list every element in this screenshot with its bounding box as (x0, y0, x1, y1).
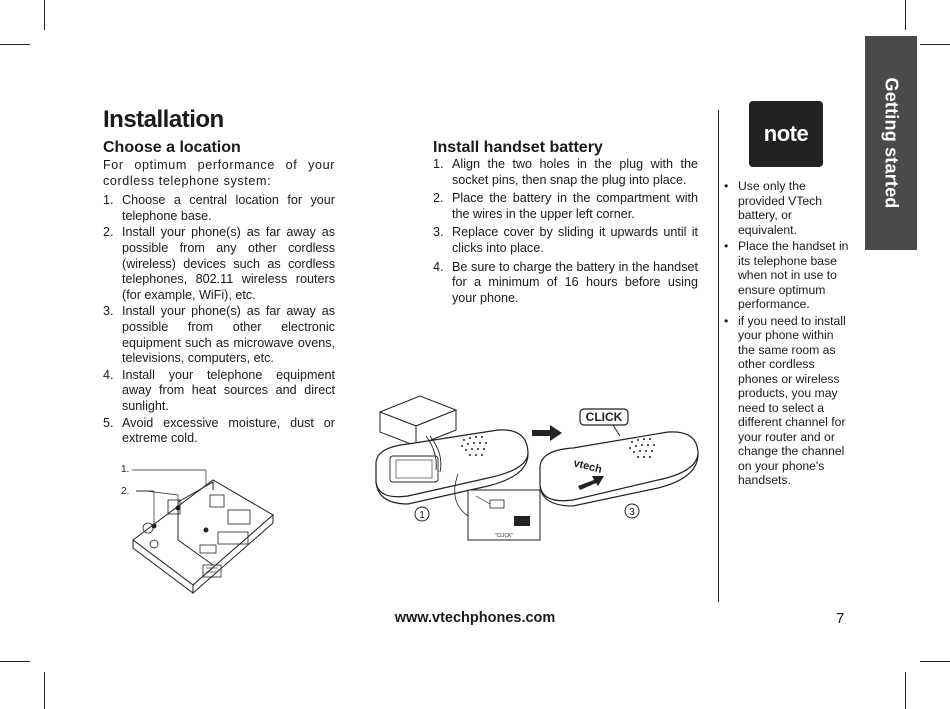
install-battery-heading: Install handset battery (433, 139, 603, 156)
install-battery-list (433, 157, 698, 306)
step-marker: 3 (629, 507, 635, 518)
list-item: 1. Choose a central location for your telephone base. (103, 193, 335, 223)
crop-mark (44, 672, 45, 709)
click-label: CLICK (585, 410, 623, 424)
list-item: 4. Be sure to charge the battery in the handset for a minimum of 16 hours before using your phone. (433, 259, 698, 305)
crop-mark (44, 0, 45, 30)
crop-mark (905, 0, 906, 30)
column-divider (718, 110, 719, 602)
list-item: 5. Avoid excessive moisture, dust or extreme cold. (103, 415, 335, 446)
list-item: 2. Install your phone(s) as far away as possible from any other cordless (wireless) devices such as cordless telephones, 802.11 wireless routers (for example, WiFi), etc. (103, 225, 335, 302)
list-item: 1. Align the two holes in the plug with the socket pins, then snap the plug into place. (433, 157, 698, 187)
list-item: 3. Replace cover by sliding it upwards until it clicks into place. (433, 225, 698, 255)
list-item: 3. Install your phone(s) as far away as possible from other electronic equipment such as microwave ovens, televisions, computers, etc. (103, 304, 335, 366)
note-list (724, 179, 850, 490)
crop-mark (920, 44, 950, 45)
inset-click-label: "CLICK" (494, 533, 514, 539)
section-tab-label: Getting started (881, 77, 902, 209)
crop-mark (0, 661, 30, 662)
step-marker: 1 (419, 510, 425, 521)
list-item: 2. Place the battery in the compartment with the wires in the upper left corner. (433, 191, 698, 221)
list-item: • Place the handset in its telephone base when not in use to ensure optimum performance. (724, 239, 849, 311)
install-battery-text (433, 157, 698, 309)
room-illustration (118, 460, 278, 600)
choose-location-intro: For optimum performance of your cordless telephone system: (103, 158, 335, 188)
page-number: 7 (836, 610, 845, 627)
battery-install-illustration (368, 392, 708, 544)
choose-location-list (103, 193, 335, 447)
list-item: • Use only the provided VTech battery, or equivalent. (724, 179, 823, 237)
vtech-logo: vtech (572, 457, 604, 476)
crop-mark (905, 672, 906, 709)
list-item: 4. Install your telephone equipment away from heat sources and direct sunlight. (103, 367, 335, 413)
choose-location-heading: Choose a location (103, 139, 241, 156)
section-tab (865, 36, 917, 250)
note-badge-label: note (763, 121, 809, 146)
crop-mark (0, 44, 30, 45)
list-item: • if you need to install your phone within the same room as other cordless phones or wireless products, you may need to select a different channel for your router and or change the channel on your phone's handsets. (724, 313, 846, 487)
page-title: Installation (103, 106, 224, 133)
choose-location-text (103, 158, 335, 448)
figure-label: 2. (121, 486, 130, 497)
footer-url: www.vtechphones.com (394, 610, 556, 626)
figure-label: 1. (121, 464, 130, 475)
note-badge (749, 101, 823, 167)
crop-mark (920, 661, 950, 662)
